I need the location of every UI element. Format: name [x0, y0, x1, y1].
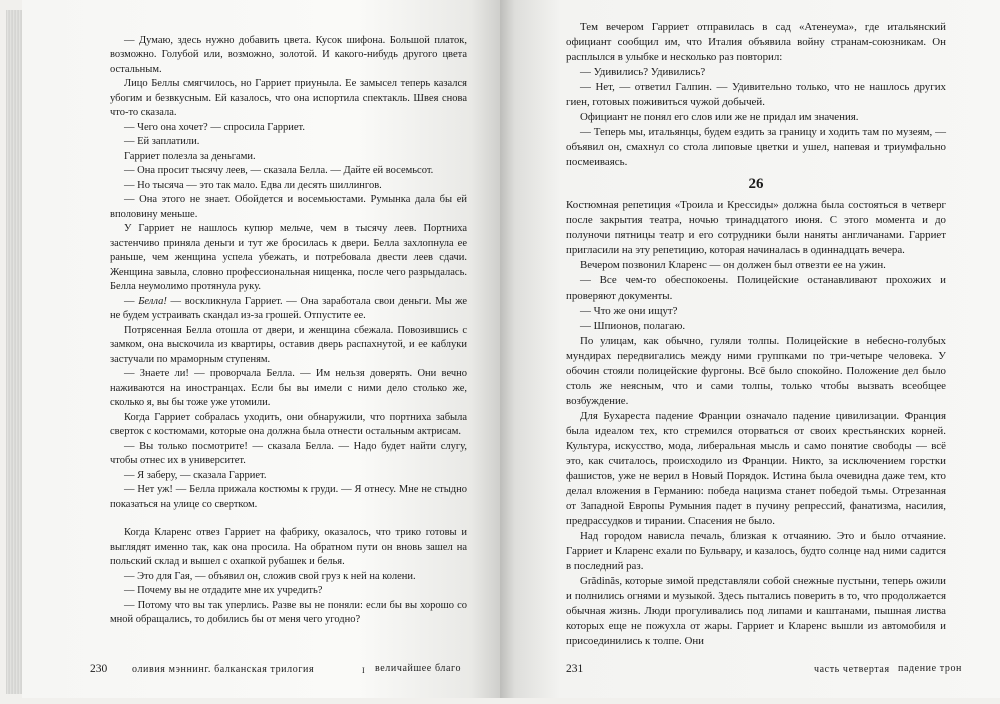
left-book-title: величайшее благо [375, 663, 462, 674]
paragraph: Вечером позвонил Кларенс — он должен был отвезти ее на ужин. [580, 259, 886, 272]
right-page-number: 231 [566, 663, 584, 675]
right-page-text [566, 20, 946, 649]
right-page [500, 0, 1000, 698]
paragraph: Для Бухареста падение Франции означало падение цивилизации. Франция была идеалом тех, кто стремился оторваться от своих крестьянских корней. Культура, искусство, мода, либеральная мысль и само понятие свободы — всё это, как считалось, происходило из Франции. Никто, за исключением горстки фашистов, уже не верил в Новый Порядок. Истина была очевидна даже тем, кто делал вложения в Германию: победа нацизма станет победой тьмы. Отрезанная от Западной Европы Румыния падет в пучину репрессий, фанатизма, насилия, предрассудков и тирании. Спасения не было. [566, 409, 946, 527]
paragraph: — Ей заплатили. [124, 136, 200, 148]
paragraph: Лицо Беллы смягчилось, но Гарриет приуныла. Ее замысел теперь казался убогим и безвкусным. Ей казалось, что она испортила спектакль. Швея снова что-то сказала. [110, 78, 467, 119]
right-section-title: падение трон [898, 663, 963, 674]
left-page [22, 0, 500, 698]
paragraph: — Знаете ли! — проворчала Белла. — Им нельзя доверять. Они вечно наживаются на иностранцах. Если бы вы имели с ними дело столько же, сколько я, вы бы тоже уже утомили. [110, 368, 467, 409]
right-part-label: часть четвертая [814, 664, 890, 675]
paragraph: — Нет уж! — Белла прижала костюмы к груди. — Я отнесу. Мне не стыдно показаться на улице со свертком. [110, 484, 467, 510]
section-break [110, 512, 467, 526]
left-page-number: 230 [90, 663, 108, 675]
paragraph: Тем вечером Гарриет отправилась в сад «Атенеума», где итальянский официант сообщил им, что Италия объявила войну странам-союзникам. Он расплылся в улыбке и несколько раз повторил: [566, 21, 946, 64]
paragraph: Когда Кларенс отвез Гарриет на фабрику, оказалось, что трико готовы и выглядят именно так, как она просила. На обратном пути он вновь зашел на польский склад и вышел с охапкой рубашек и белья. [110, 527, 467, 568]
paragraph: — Думаю, здесь нужно добавить цвета. Кусок шифона. Большой платок, возможно. Голубой или, возможно, золотой. И какого-нибудь другого цвета остальным. [110, 35, 467, 75]
paragraph: — Нет, — ответил Галпин. — Удивительно только, что не нашлось других гиен, готовых поживиться чужой добычей. [566, 81, 946, 109]
paragraph: — Чего она хочет? — спросила Гарриет. [124, 121, 305, 133]
paragraph: — Она этого не знает. Обойдется и восемьюстами. Румынка дала бы ей вполовину меньше. [110, 194, 467, 220]
paragraph: — Все чем-то обеспокоены. Полицейские останавливают прохожих и проверяют документы. [566, 274, 946, 302]
paragraph: — Потому что вы так уперлись. Разве вы не поняли: если бы вы хорошо со мной обращались, то добились бы от меня чего угодно? [110, 599, 467, 626]
paragraph: — Но тысяча — это так мало. Едва ли десять шиллингов. [124, 179, 382, 191]
paragraph: — Шпионов, полагаю. [580, 319, 686, 332]
paragraph: Над городом нависла печаль, близкая к отчаянию. Это и было отчаяние. Гарриет и Кларенс ехали по Бульвару, и казалось, будто солнце над ними садится в последний раз. [566, 530, 946, 573]
paragraph: — Белла! — воскликнула Гарриет. — Она заработала свои деньги. Мы же не будем устраивать скандал из-за грошей. Отпустите ее. [110, 295, 467, 322]
paragraph: По улицам, как обычно, гуляли толпы. Полицейские в небесно-голубых мундирах передвигались между ними группками по три-четыре человека. У обочин стояли полицейские фургоны. Всё было спокойно. Положение дел было столь же неясным, что и сами толпы, только чтобы вызвать всеобщее возбуждение. [566, 334, 946, 407]
paragraph: Гарриет полезла за деньгами. [124, 150, 256, 162]
paragraph: — Вы только посмотрите! — сказала Белла. — Надо будет найти слугу, чтобы отнес их в университет. [110, 440, 467, 467]
paragraph: Костюмная репетиция «Троила и Крессиды» должна была состояться в четверг после закрытия театра, ночью тринадцатого июня. С этого момента и до полуночи пятницы театр и его сотрудники были наняты англичанами. Гарриет пригласили на эту репетицию, которая начиналась в одиннадцать вечера. [566, 199, 946, 257]
chapter-number: 26 [748, 176, 764, 193]
paragraph: Потрясенная Белла отошла от двери, и женщина сбежала. Повозившись с замком, она выскочила из квартиры, оставив дверь распахнутой, и ее каблуки застучали по мраморным ступеням. [110, 324, 467, 365]
paragraph: — Что же они ищут? [580, 304, 678, 317]
paragraph: — Я заберу, — сказала Гарриет. [124, 469, 267, 481]
left-page-text [110, 34, 467, 628]
left-running-title: оливия мэннинг. балканская трилогия [132, 664, 315, 675]
paragraph: — Она просит тысячу леев, — сказала Белла. — Дайте ей восемьсот. [124, 165, 434, 177]
paragraph: Официант не понял его слов или же не придал им значения. [580, 111, 859, 124]
paragraph: Когда Гарриет собралась уходить, они обнаружили, что портниха забыла сверток с костюмами, которые она должна была отнести остальным актрисам. [110, 411, 467, 438]
paragraph: У Гарриет не нашлось купюр мельче, чем в тысячу леев. Портниха застенчиво приняла деньги и тут же бросилась к двери. Белла захлопнула ее раньше, чем женщина успела убежать, и потребовала двести леев сдачи. Женщина завыла, словно профессиональная нищенка, после чего разрыдалась. Белла неумолимо протянула руку. [110, 223, 467, 293]
paragraph: — Теперь мы, итальянцы, будем ездить за границу и ходить там по музеям, — объявил он, смахнул со стола липовые цветки и ушел, напевая и триумфально посмеиваясь. [566, 126, 946, 169]
paragraph: — Это для Гая, — объявил он, сложив свой груз к ней на колени. [124, 570, 416, 582]
paragraph: — Почему вы не отдадите мне их учредить? [124, 585, 323, 597]
paragraph: Grădinăs, которые зимой представляли собой снежные пустыни, теперь ожили и полнились огнями и музыкой. Здесь пытались поверить в то, что продолжается обычная жизнь. Люди прогуливались под липами и каштанами, пышная листва которых еще не пожухла от жары. Гарриет и Кларенс вышли из автомобиля и присоединились к толпе. Они [566, 575, 946, 648]
paragraph: — Удивились? Удивились? [580, 66, 706, 79]
footer-separator: I [362, 666, 365, 675]
